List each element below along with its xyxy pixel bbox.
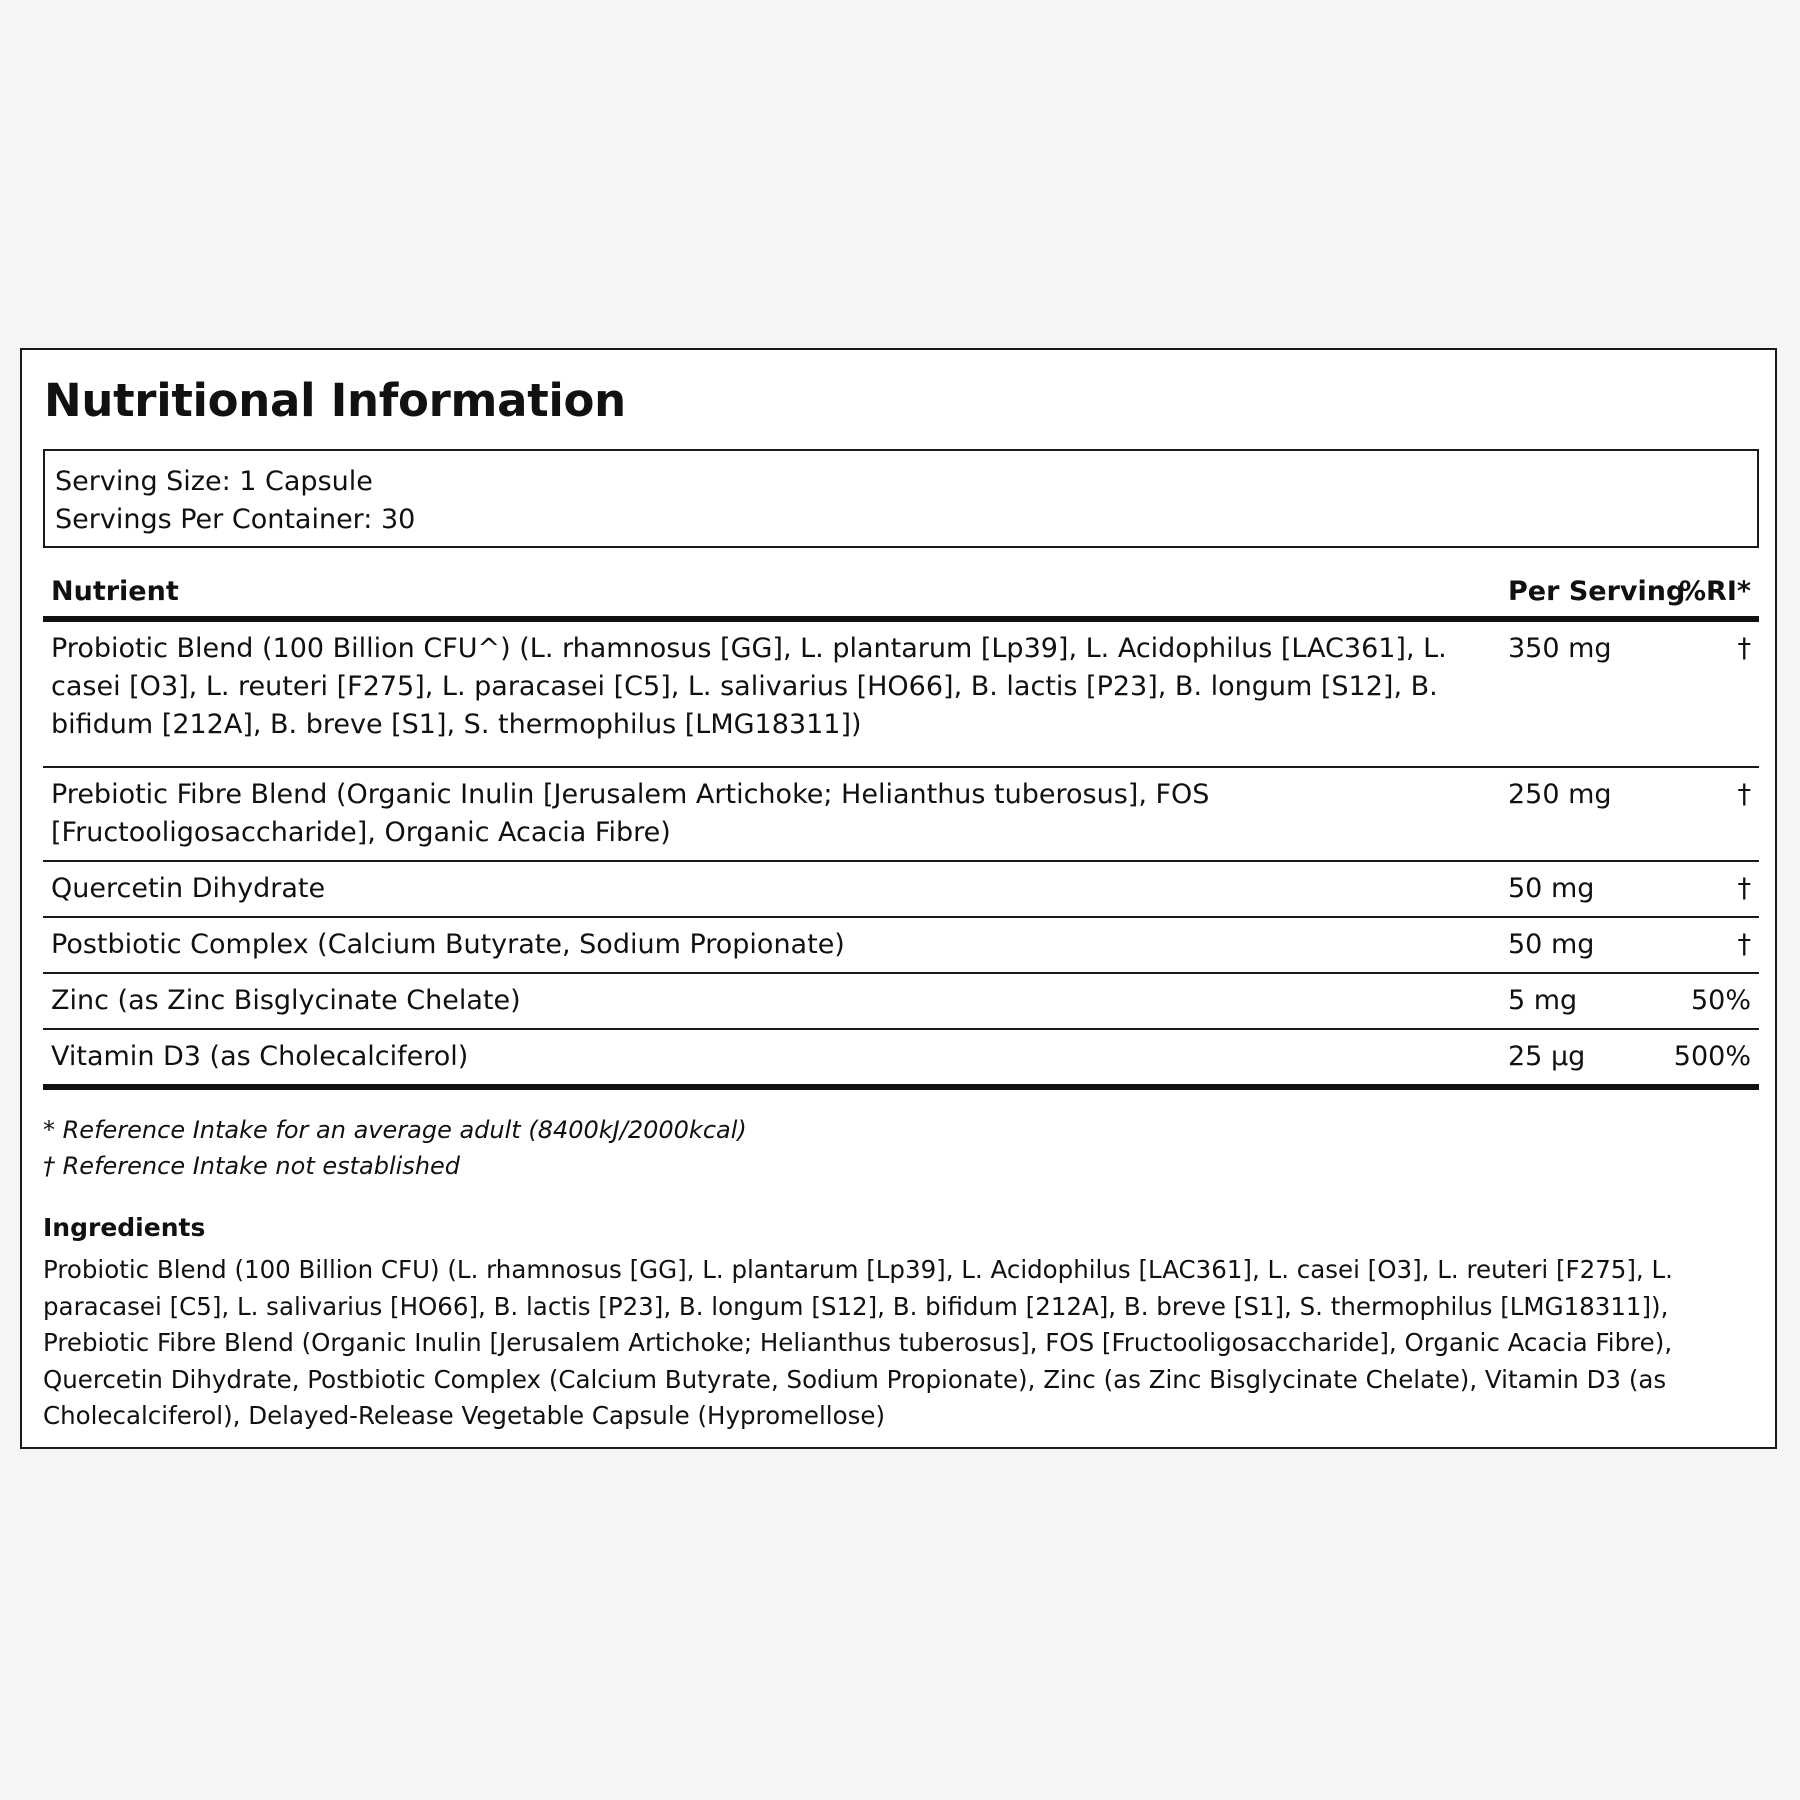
- nutrient-name: Probiotic Blend (100 Billion CFU^) (L. rhamnosus [GG], L. plantarum [Lp39], L. Acidophilus [LAC361], L. casei [O3], L. reuteri [F275], L. paracasei [C5], L. salivarius [HO66], B. lactis [P23], B. longum [S12], B. bifidum [212A], B. breve [S1], S. thermophilus [LMG18311]): [51, 633, 1447, 740]
- nutrient-amount: 50 mg: [1508, 929, 1595, 960]
- nutrient-amount: 25 µg: [1508, 1041, 1586, 1072]
- header-ri: %RI*: [1678, 576, 1751, 607]
- nutrient-amount: 5 mg: [1508, 985, 1578, 1016]
- header-per-serving: Per Serving: [1508, 576, 1686, 607]
- ingredients-heading: Ingredients: [43, 1213, 206, 1242]
- header-nutrient: Nutrient: [51, 576, 179, 607]
- footnotes: [43, 1112, 747, 1184]
- servings-per-container: Servings Per Container: 30: [55, 504, 416, 535]
- footnote-reference-intake: * Reference Intake for an average adult (8400kJ/2000kcal): [43, 1116, 747, 1144]
- nutrient-name: Quercetin Dihydrate: [51, 873, 326, 904]
- table-header: [43, 572, 1759, 622]
- table-row: [43, 974, 1759, 1030]
- table-row: [43, 862, 1759, 918]
- nutrient-ri: 500%: [1673, 1041, 1751, 1072]
- panel-title: Nutritional Information: [44, 374, 626, 427]
- nutrient-ri: †: [1737, 779, 1751, 810]
- nutrient-amount: 350 mg: [1508, 633, 1612, 664]
- ingredients-text: Probiotic Blend (100 Billion CFU) (L. rhamnosus [GG], L. plantarum [Lp39], L. Acidophilus [LAC361], L. casei [O3], L. reuteri [F275], L. paracasei [C5], L. salivarius [HO66], B. lactis [P23], B. longum [S12], B. bifidum [212A], B. breve [S1], S. thermophilus [LMG18311]), Prebiotic Fibre Blend (Organic Inulin [Jerusalem Artichoke; Helianthus tuberosus], FOS [Fructooligosaccharide], Organic Acacia Fibre), Quercetin Dihydrate, Postbiotic Complex (Calcium Butyrate, Sodium Propionate), Zinc (as Zinc Bisglycinate Chelate), Vitamin D3 (as Cholecalciferol), Delayed-Release Vegetable Capsule (Hypromellose): [43, 1255, 1673, 1430]
- serving-size: Serving Size: 1 Capsule: [55, 466, 373, 497]
- nutrition-panel: [20, 348, 1777, 1449]
- table-row: [43, 1030, 1759, 1090]
- footnote-not-established: † Reference Intake not established: [43, 1152, 461, 1180]
- nutrient-amount: 50 mg: [1508, 873, 1595, 904]
- nutrient-name: Postbiotic Complex (Calcium Butyrate, Sodium Propionate): [51, 929, 845, 960]
- table-row: [43, 622, 1759, 768]
- nutrient-ri: †: [1737, 929, 1751, 960]
- nutrient-ri: †: [1737, 873, 1751, 904]
- nutrient-name: Vitamin D3 (as Cholecalciferol): [51, 1041, 469, 1072]
- nutrient-ri: 50%: [1690, 985, 1751, 1016]
- nutrient-table: [43, 572, 1759, 1090]
- serving-info-box: [43, 449, 1759, 548]
- table-row: [43, 918, 1759, 974]
- nutrient-amount: 250 mg: [1508, 779, 1612, 810]
- table-row: [43, 768, 1759, 862]
- nutrient-name: Prebiotic Fibre Blend (Organic Inulin [Jerusalem Artichoke; Helianthus tuberosus], FOS [Fructooligosaccharide], Organic Acacia Fibre): [51, 779, 1210, 848]
- nutrient-ri: †: [1737, 633, 1751, 664]
- nutrient-name: Zinc (as Zinc Bisglycinate Chelate): [51, 985, 521, 1016]
